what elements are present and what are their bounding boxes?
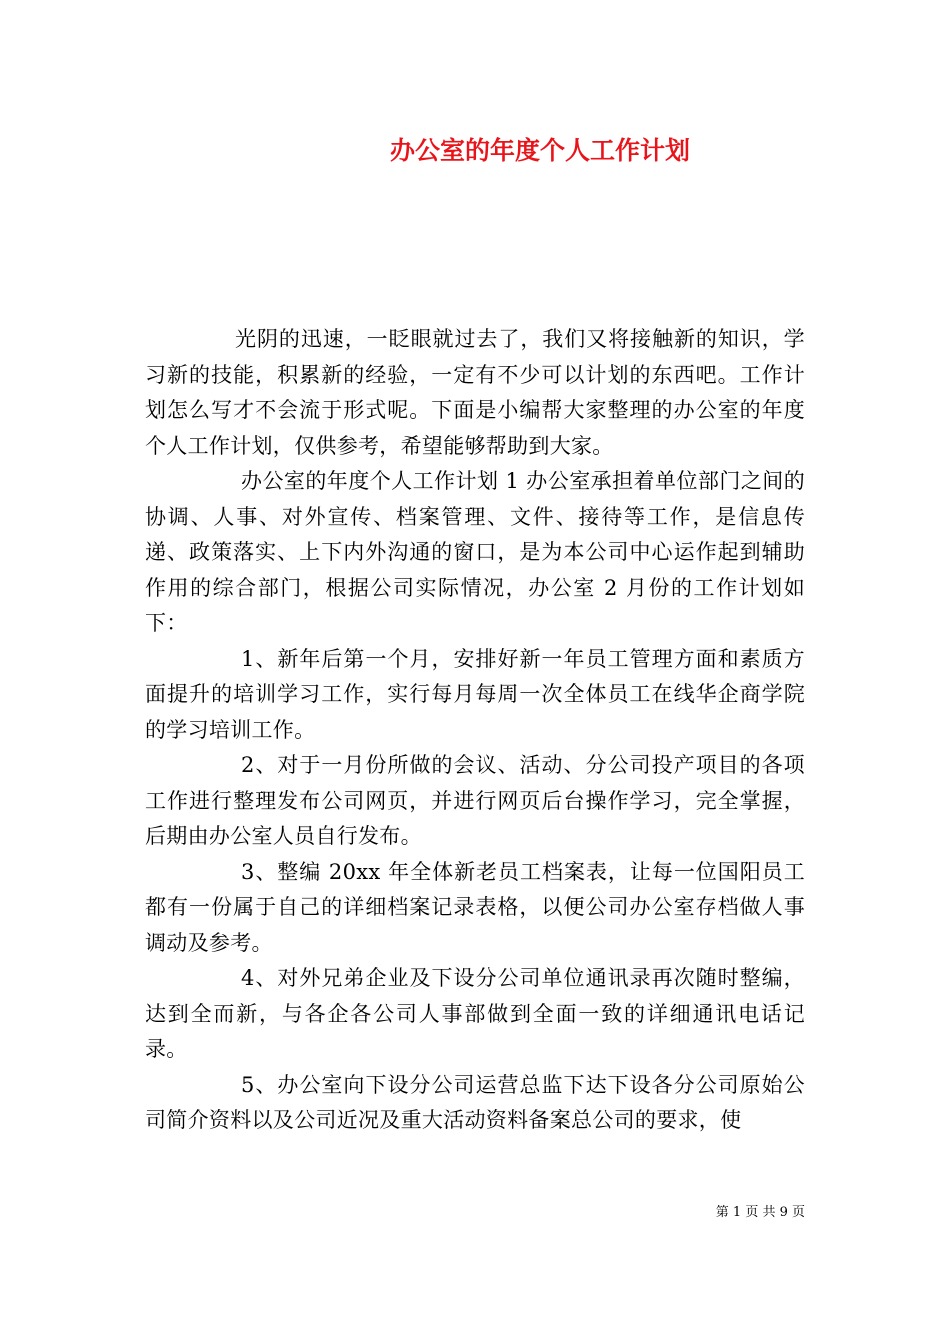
paragraph-plan-overview: 办公室的年度个人工作计划 1 办公室承担着单位部门之间的协调、人事、对外宣传、档案管理、文件、接待等工作，是信息传递、政策落实、上下内外沟通的窗口，是为本公司中心运作起到辅助作用的综合部门，根据公司实际情况，办公室 2 月份的工作计划如下：: [145, 469, 805, 635]
paragraph-item-1: 1、新年后第一个月，安排好新一年员工管理方面和素质方面提升的培训学习工作，实行每月每周一次全体员工在线华企商学院的学习培训工作。: [145, 646, 805, 742]
page-number-footer: 第 1 页 共 9 页: [715, 1205, 805, 1220]
page-title: 办公室的年度个人工作计划: [389, 136, 690, 165]
paragraph-item-5: 5、办公室向下设分公司运营总监下达下设各分公司原始公司简介资料以及公司近况及重大活动资料备案总公司的要求，使: [145, 1072, 805, 1132]
paragraph-intro: 光阴的迅速，一眨眼就过去了，我们又将接触新的知识，学习新的技能，积累新的经验，一定有不少可以计划的东西吧。工作计划怎么写才不会流于形式呢。下面是小编帮大家整理的办公室的年度个人工作计划，仅供参考，希望能够帮助到大家。: [145, 327, 805, 458]
paragraph-item-4: 4、对外兄弟企业及下设分公司单位通讯录再次随时整编，达到全而新，与各企各公司人事部做到全面一致的详细通讯电话记录。: [145, 966, 805, 1061]
paragraph-item-3: 3、整编 20xx 年全体新老员工档案表，让每一位国阳员工都有一份属于自己的详细档案记录表格，以便公司办公室存档做人事调动及参考。: [145, 859, 805, 955]
paragraph-item-2: 2、对于一月份所做的会议、活动、分公司投产项目的各项工作进行整理发布公司网页，并进行网页后台操作学习，完全掌握，后期由办公室人员自行发布。: [145, 753, 805, 848]
document-body: [145, 322, 805, 1139]
